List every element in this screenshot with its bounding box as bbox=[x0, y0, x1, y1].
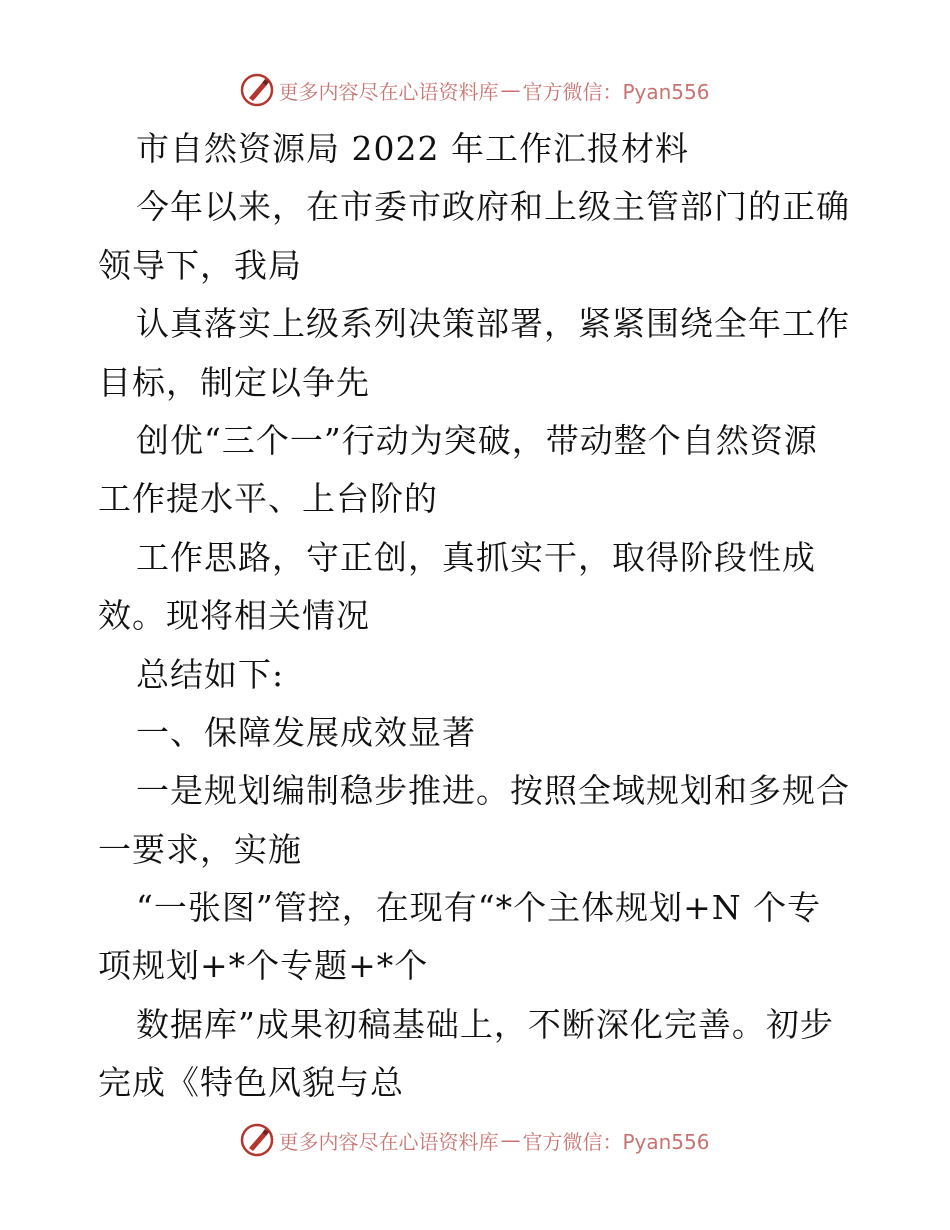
pen-logo-icon bbox=[240, 1123, 274, 1157]
document-title: 市自然资源局 2022 年工作汇报材料 bbox=[136, 129, 689, 168]
text-line: 一是规划编制稳步推进。按照全域规划和多规合 bbox=[136, 771, 850, 811]
text-line: 项规划+*个专题+*个 bbox=[98, 946, 429, 986]
text-line: 领导下，我局 bbox=[98, 245, 302, 285]
banner-text: 更多内容尽在心语资料库 bbox=[278, 79, 499, 104]
text-line: 创优“三个一”行动为突破，带动整个自然资源 bbox=[136, 420, 818, 460]
text-line: 今年以来，在市委市政府和上级主管部门的正确 bbox=[136, 187, 850, 227]
document-body bbox=[98, 120, 858, 1113]
banner-wechat: 官方微信：Pyan556 bbox=[522, 79, 710, 104]
section-heading: 一、保障发展成效显著 bbox=[136, 712, 476, 752]
banner-dash: — bbox=[500, 1128, 521, 1152]
text-line: “一张图”管控，在现有“*个主体规划+N 个专 bbox=[136, 888, 822, 928]
text-line: 目标，制定以争先 bbox=[98, 362, 370, 402]
banner-wechat: 官方微信：Pyan556 bbox=[522, 1129, 710, 1154]
text-line: 效。现将相关情况 bbox=[98, 596, 370, 636]
text-line: 认真落实上级系列决策部署，紧紧围绕全年工作 bbox=[136, 304, 850, 344]
banner-dash: — bbox=[500, 78, 521, 102]
banner-text: 更多内容尽在心语资料库 bbox=[278, 1129, 499, 1154]
header-banner bbox=[0, 70, 950, 110]
text-line: 工作思路，守正创，真抓实干，取得阶段性成 bbox=[136, 537, 816, 577]
footer-banner bbox=[0, 1120, 950, 1160]
pen-logo-icon bbox=[240, 73, 274, 107]
text-line: 完成《特色风貌与总 bbox=[98, 1063, 404, 1103]
text-line: 工作提水平、上台阶的 bbox=[98, 479, 438, 519]
text-line: 数据库”成果初稿基础上，不断深化完善。初步 bbox=[136, 1004, 834, 1044]
text-line: 总结如下: bbox=[136, 654, 285, 694]
text-line: 一要求，实施 bbox=[98, 829, 302, 869]
